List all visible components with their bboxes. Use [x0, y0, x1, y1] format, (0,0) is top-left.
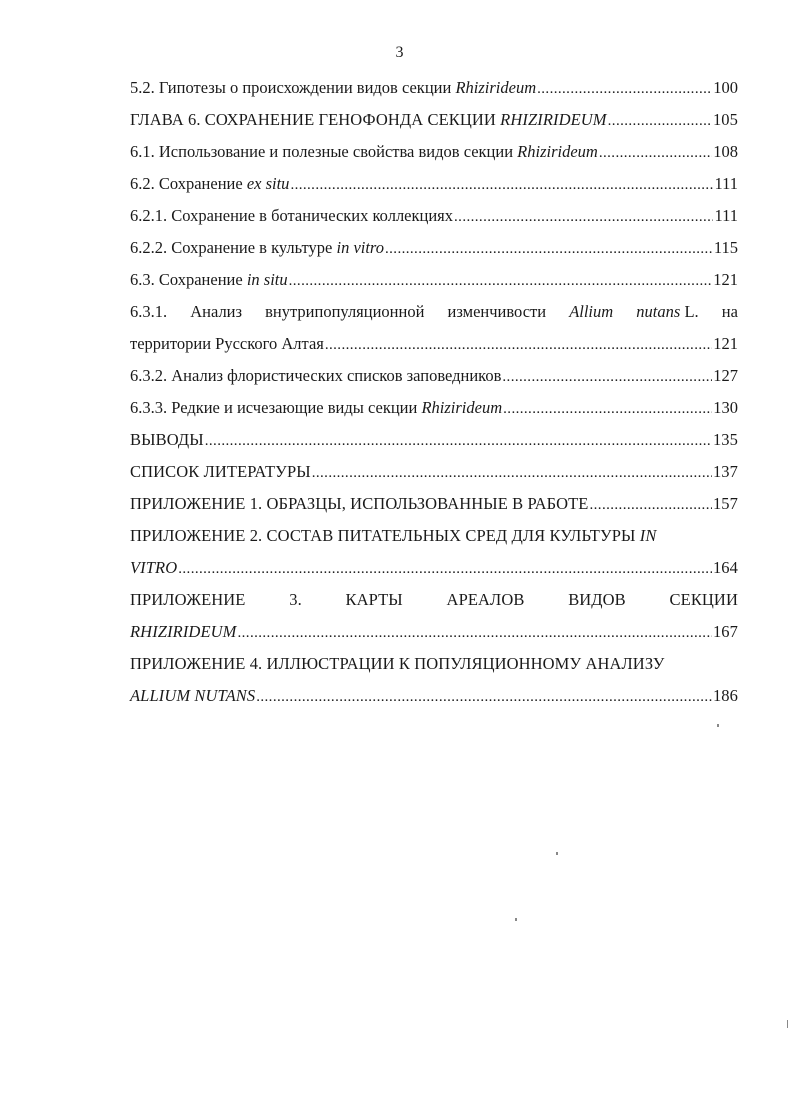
toc-entry-appendix-3-line2: RHIZIRIDEUM ..... 167 — [130, 616, 738, 648]
page-number: 3 — [395, 44, 404, 61]
leader-dots — [205, 425, 712, 457]
leader-dots — [537, 73, 712, 105]
table-of-contents — [130, 72, 738, 712]
page-ref: 157 — [712, 494, 738, 513]
toc-entry-6-3-1-line1: 6.3.1. Анализ внутрипопуляционной изменчивости Allium nutans L. на — [130, 302, 738, 321]
page-ref: 186 — [712, 686, 738, 705]
leader-dots — [312, 457, 712, 489]
page-ref: 111 — [714, 206, 738, 225]
page-ref: 121 — [713, 270, 738, 289]
page-ref: 137 — [712, 462, 738, 481]
leader-dots — [599, 137, 712, 169]
toc-entry-conclusions: ВЫВОДЫ ..... 135 — [130, 424, 738, 456]
scan-speck — [556, 852, 558, 855]
toc-entry-appendix-4-line2: ALLIUM NUTANS ..... 186 — [130, 680, 738, 712]
leader-dots — [385, 233, 713, 265]
toc-entry-appendix-1: ПРИЛОЖЕНИЕ 1. ОБРАЗЦЫ, ИСПОЛЬЗОВАННЫЕ В РАБОТЕ ..... 157 — [130, 488, 738, 520]
page-ref: 167 — [712, 622, 738, 641]
toc-entry-6-3-3: 6.3.3. Редкие и исчезающие виды секции Rhizirideum ..... 130 — [130, 392, 738, 424]
page-ref: 164 — [712, 558, 738, 577]
leader-dots — [178, 553, 712, 585]
toc-entry-6-3-2: 6.3.2. Анализ флористических списков заповедников ..... 127 — [130, 360, 738, 392]
toc-entry-6-2-1: 6.2.1. Сохранение в ботанических коллекциях ..... 111 — [130, 200, 738, 232]
leader-dots — [238, 617, 712, 649]
page-ref: 135 — [712, 430, 738, 449]
page-ref: 108 — [713, 142, 738, 161]
leader-dots — [289, 265, 713, 297]
toc-entry-6-2-2: 6.2.2. Сохранение в культуре in vitro ..... 115 — [130, 232, 738, 264]
scan-speck — [717, 724, 719, 727]
toc-entry-appendix-3-line1: ПРИЛОЖЕНИЕ 3. КАРТЫ АРЕАЛОВ ВИДОВ СЕКЦИИ — [130, 590, 738, 609]
leader-dots — [608, 105, 712, 137]
toc-entry-6-2: 6.2. Сохранение ex situ ..... 111 — [130, 168, 738, 200]
toc-entry-appendix-4-line1: ПРИЛОЖЕНИЕ 4. ИЛЛЮСТРАЦИИ К ПОПУЛЯЦИОННОМУ АНАЛИЗУ — [130, 654, 665, 673]
page-ref: 127 — [713, 366, 738, 385]
leader-dots — [590, 489, 712, 521]
toc-entry-6-3: 6.3. Сохранение in situ ..... 121 — [130, 264, 738, 296]
toc-entry-6-3-1-line2: территории Русского Алтая ..... 121 — [130, 328, 738, 360]
toc-entry-6-1: 6.1. Использование и полезные свойства видов секции Rhizirideum ..... 108 — [130, 136, 738, 168]
toc-entry-appendix-2-line1: ПРИЛОЖЕНИЕ 2. СОСТАВ ПИТАТЕЛЬНЫХ СРЕД ДЛЯ КУЛЬТУРЫ IN — [130, 526, 657, 545]
page-ref: 111 — [714, 174, 738, 193]
leader-dots — [290, 169, 713, 201]
page-ref: 115 — [713, 238, 738, 257]
page-ref: 100 — [713, 78, 738, 97]
toc-entry-5-2: 5.2. Гипотезы о происхождении видов секции Rhizirideum ..... 100 — [130, 72, 738, 104]
toc-entry-appendix-2-line2: VITRO ..... 164 — [130, 552, 738, 584]
leader-dots — [325, 329, 712, 361]
scan-speck — [515, 918, 517, 921]
leader-dots — [454, 201, 713, 233]
toc-entry-chapter-6: ГЛАВА 6. СОХРАНЕНИЕ ГЕНОФОНДА СЕКЦИИ RHIZIRIDEUM ..... 105 — [130, 104, 738, 136]
toc-entry-references: СПИСОК ЛИТЕРАТУРЫ ..... 137 — [130, 456, 738, 488]
leader-dots — [256, 681, 712, 713]
leader-dots — [503, 393, 712, 425]
page-ref: 130 — [713, 398, 738, 417]
page-ref: 105 — [712, 110, 738, 129]
scan-speck — [787, 1020, 788, 1028]
leader-dots — [502, 361, 712, 393]
page-ref: 121 — [713, 334, 738, 353]
